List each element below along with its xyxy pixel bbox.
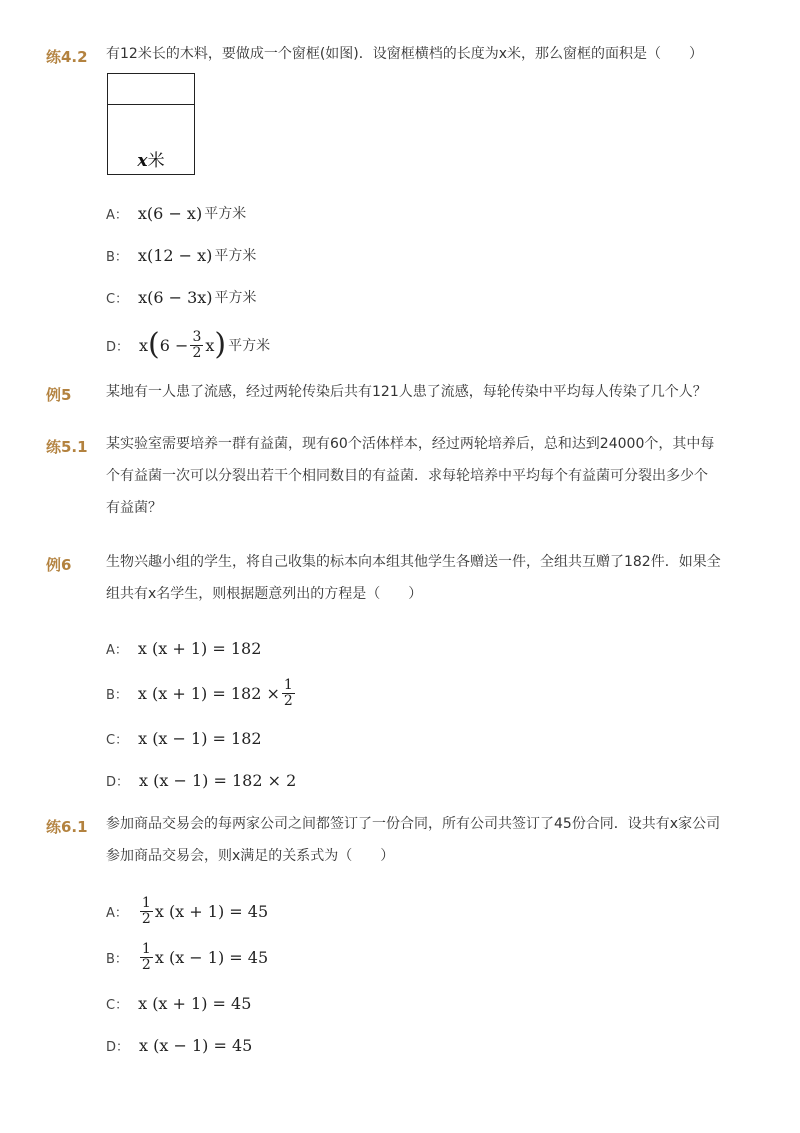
- question-text: 某实验室需要培养一群有益菌，现有60个活体样本，经过两轮培养后，总和达到24000个，其中每个有益菌一次可以分裂出若干个相同数目的有益菌．求每轮培养中平均每个有益菌可分裂出多少个有益菌？: [106, 436, 715, 516]
- question-text: 有12米长的木料，要做成一个窗框(如图)．设窗框横档的长度为x米，那么窗框的面积是（ ）: [106, 46, 704, 62]
- question-label: 例5: [46, 386, 72, 404]
- option-c[interactable]: [106, 726, 262, 750]
- option-a[interactable]: [106, 201, 246, 225]
- option-expression: x (x + 1) = 182 × $\frac{1}{2}$: [137, 676, 293, 709]
- question-text: 生物兴趣小组的学生，将自己收集的标本向本组其他学生各赠送一件，全组共互赠了182件．如果全组共有x名学生，则根据题意列出的方程是（ ）: [106, 554, 721, 602]
- option-unit: 平方米: [214, 248, 257, 264]
- option-label: A：: [106, 642, 128, 658]
- option-c[interactable]: [106, 991, 251, 1015]
- option-d[interactable]: [106, 768, 296, 792]
- frame-width-label: x米: [137, 151, 165, 171]
- option-expression: x (x − 1) = 45: [139, 1035, 253, 1055]
- option-label: C：: [106, 997, 129, 1013]
- option-d[interactable]: [106, 325, 270, 365]
- fraction: $\frac{1}{2}$: [141, 940, 151, 973]
- option-a[interactable]: [106, 636, 261, 660]
- option-d[interactable]: [106, 1033, 252, 1057]
- option-expression: $\frac{1}{2}$ x (x + 1) = 45: [141, 894, 269, 927]
- question-label: 练5.1: [46, 438, 88, 456]
- option-label: B：: [106, 249, 128, 265]
- option-unit: 平方米: [214, 290, 257, 306]
- question-text: 某地有一人患了流感，经过两轮传染后共有121人患了流感，每轮传染中平均每人传染了几个人？: [106, 384, 707, 400]
- option-expression: $\frac{1}{2}$ x (x − 1) = 45: [141, 940, 269, 973]
- option-label: D：: [106, 1039, 130, 1055]
- option-expression: x (x − 1) = 182: [138, 728, 262, 748]
- option-label: A：: [106, 207, 128, 223]
- option-expression: x (x + 1) = 182: [137, 638, 262, 658]
- fraction: $\frac{1}{2}$: [283, 676, 293, 709]
- option-expression: x(6 − x): [137, 203, 203, 223]
- option-label: B：: [106, 951, 128, 967]
- option-b[interactable]: [106, 937, 268, 977]
- option-b[interactable]: [106, 243, 256, 267]
- window-frame-figure: [107, 73, 195, 175]
- option-unit: 平方米: [228, 338, 271, 354]
- option-expression: x ( 6 − $\frac{3}{2}$ x ): [139, 327, 227, 362]
- question-label: 练4.2: [46, 48, 88, 66]
- option-unit: 平方米: [204, 206, 247, 222]
- option-b[interactable]: [106, 673, 297, 713]
- option-label: B：: [106, 687, 128, 703]
- frame-crossbar: [108, 104, 194, 105]
- question-text: 参加商品交易会的每两家公司之间都签订了一份合同，所有公司共签订了45份合同．设共有x家公司参加商品交易会，则x满足的关系式为（ ）: [106, 816, 721, 864]
- option-a[interactable]: [106, 891, 268, 931]
- question-label: 练6.1: [46, 818, 88, 836]
- fraction: $\frac{3}{2}$: [192, 328, 202, 361]
- fraction: $\frac{1}{2}$: [141, 894, 151, 927]
- option-c[interactable]: [106, 285, 257, 309]
- option-expression: x (x + 1) = 45: [138, 993, 252, 1013]
- option-expression: x(6 − 3x): [138, 287, 213, 307]
- option-label: C：: [106, 732, 129, 748]
- option-label: C：: [106, 291, 129, 307]
- question-label: 例6: [46, 556, 72, 574]
- option-label: D：: [106, 339, 130, 355]
- option-label: A：: [106, 905, 128, 921]
- option-label: D：: [106, 774, 130, 790]
- option-expression: x (x − 1) = 182 × 2: [139, 770, 297, 790]
- option-expression: x(12 − x): [137, 245, 213, 265]
